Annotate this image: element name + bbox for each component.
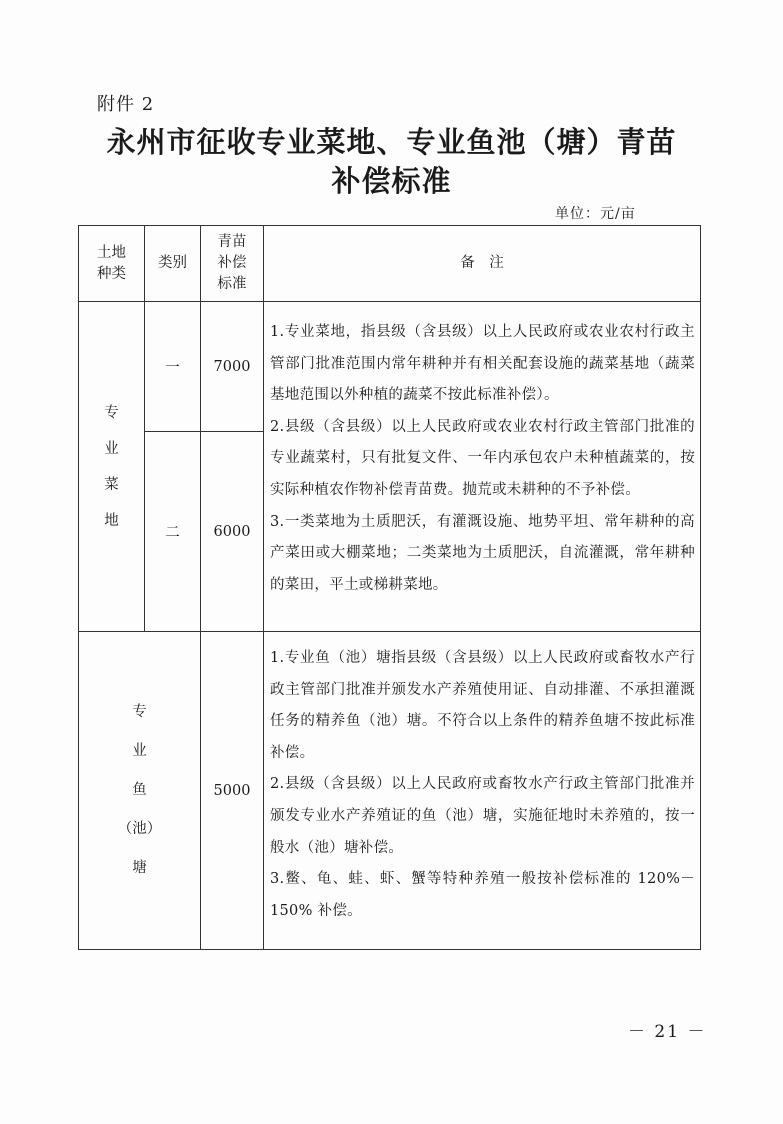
land-type-char: 业 [104,440,119,457]
category-cell: 一 [145,302,201,432]
header-standard [201,226,264,302]
vegetable-land-type [79,302,145,632]
standard-cell: 5000 [201,632,264,950]
land-type-char: 专 [104,404,119,421]
compensation-table [78,225,701,950]
note-paragraph: 1.专业菜地，指县级（含县级）以上人民政府或农业农村行政主管部门批准范围内常年耕种并有相关配套设施的蔬菜基地（蔬菜基地范围以外种植的蔬菜不按此标准补偿）。 [270,324,695,404]
fishpond-land-type [79,632,201,950]
standard-cell: 7000 [201,302,264,432]
header-standard-line: 补偿 [217,255,247,271]
category-cell: 二 [145,432,201,632]
land-type-char: 地 [104,512,119,529]
header-land-type-line: 种类 [97,265,126,282]
header-standard-line: 标准 [217,276,247,292]
land-type-char: 业 [132,743,147,759]
land-type-char: 专 [132,704,147,720]
land-type-char: 菜 [104,476,119,493]
note-paragraph: 3.一类菜地为土质肥沃，有灌溉设施、地势平坦、常年耕种的高产菜田或大棚菜地；二类菜地为土质肥沃，自流灌溉，常年耕种的菜田，平土或梯耕菜地。 [270,513,695,593]
document-title-line1: 永州市征收专业菜地、专业鱼池（塘）青苗 [106,125,677,159]
header-standard-line: 青苗 [217,234,247,250]
land-type-char: 塘 [132,860,147,876]
attachment-label: 附件 2 [97,94,155,115]
note-paragraph: 2.县级（含县级）以上人民政府或农业农村行政主管部门批准的专业蔬菜村，只有批复文件、一年内承包农户未种植蔬菜的，按实际种植农作物补偿青苗费。抛荒或未耕种的不予补偿。 [270,418,695,498]
table-header-row [79,226,701,302]
fishpond-notes [264,632,701,950]
land-type-char: （池） [117,821,162,837]
note-paragraph: 1.专业鱼（池）塘指县级（含县级）以上人民政府或畜牧水产行政主管部门批准并颁发水产养殖使用证、自动排灌、不承担灌溉任务的精养鱼（池）塘。不符合以上条件的精养鱼塘不按此标准补偿。 [270,650,695,761]
land-type-char: 鱼 [132,782,147,798]
header-category: 类别 [145,226,201,302]
document-title-line2: 补偿标准 [331,164,452,198]
table-row [79,302,701,432]
unit-label: 单位：元/亩 [555,206,636,222]
table-row [79,632,701,950]
header-land-type [79,226,145,302]
vegetable-notes [264,302,701,632]
page-number: － 21 － [628,1022,707,1042]
standard-cell: 6000 [201,432,264,632]
note-paragraph: 2.县级（含县级）以上人民政府或畜牧水产行政主管部门批准并颁发专业水产养殖证的鱼（池）塘，实施征地时未养殖的，按一般水（池）塘补偿。 [270,776,695,856]
header-land-type-line: 土地 [97,244,126,261]
note-paragraph: 3.鳖、龟、蛙、虾、蟹等特种养殖一般按补偿标准的 120%－150% 补偿。 [270,871,695,919]
header-remarks: 备 注 [264,226,701,302]
